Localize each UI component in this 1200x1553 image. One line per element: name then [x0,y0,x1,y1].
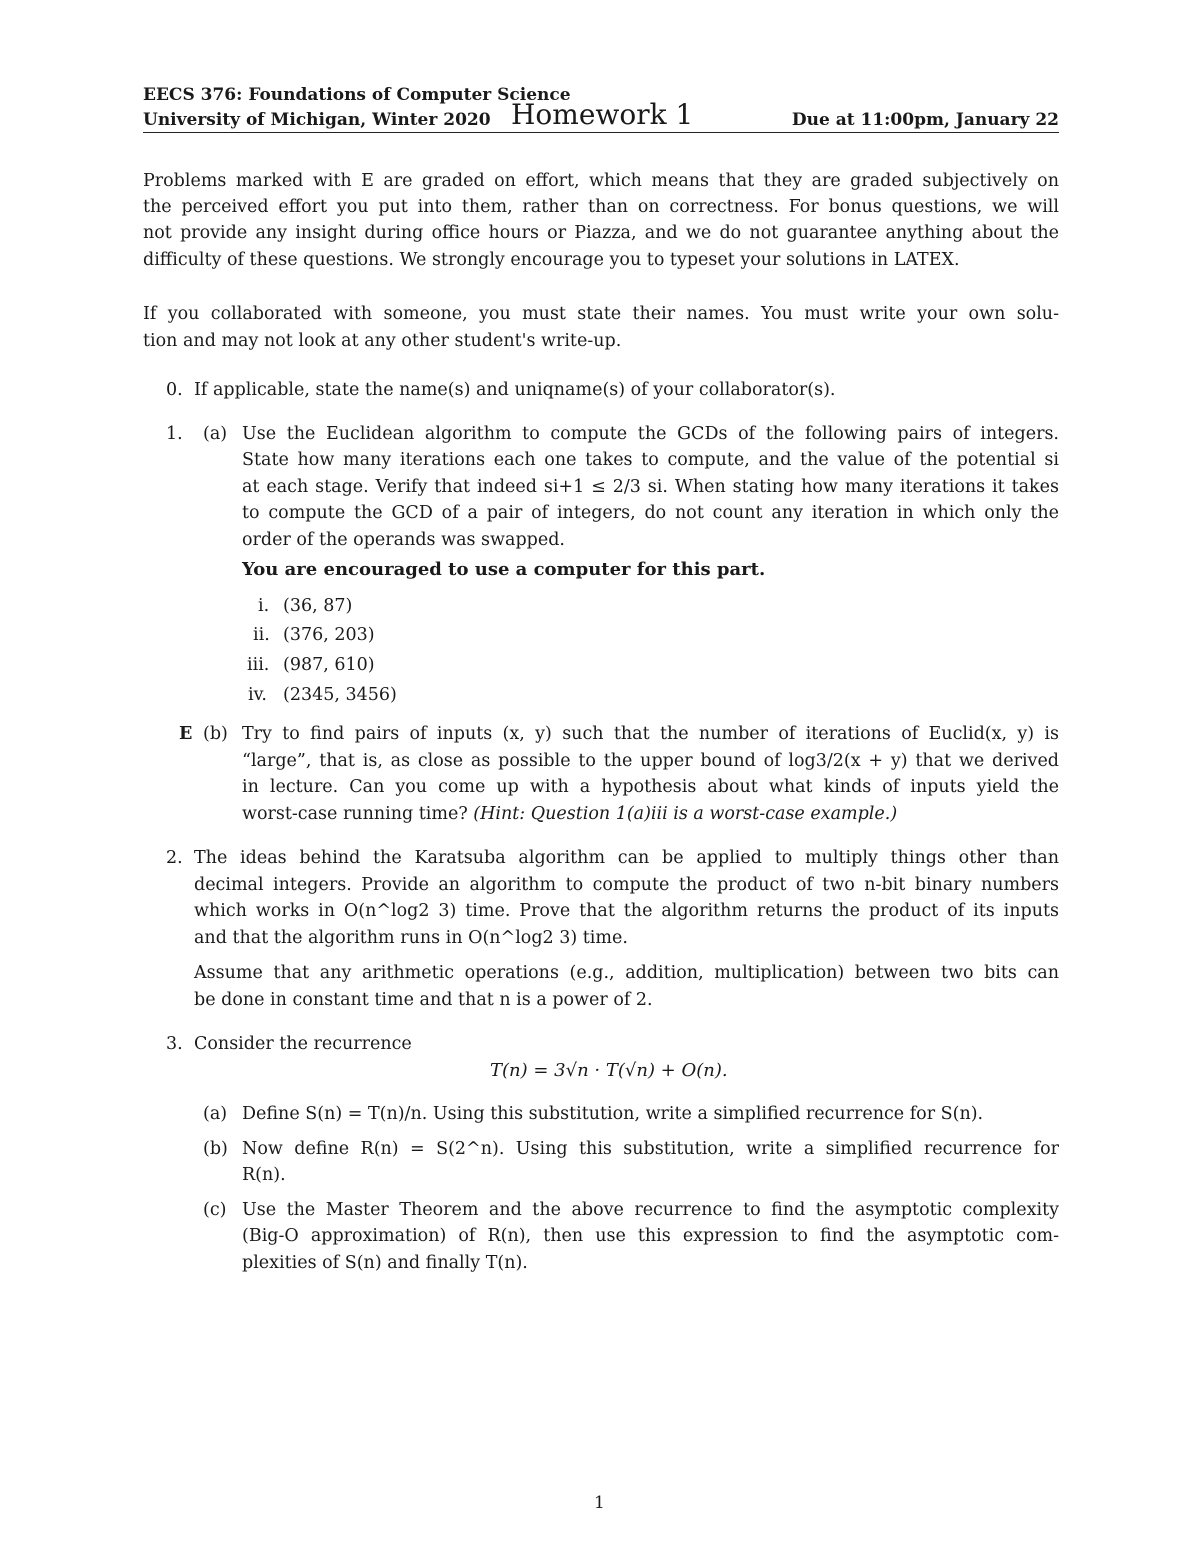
question-text: to compute the GCD of a pair of integers, do not count any iteration in which only the [242,503,1059,523]
question-text: “large”, that is, as close as possible to the upper bound of log3/2(x + y) that we derived [242,751,1059,771]
header-rule [143,132,1059,133]
university-term: University of Michigan, Winter 2020 [143,110,491,130]
computer-note: You are encouraged to use a computer for this part. [242,559,766,580]
question-text: Now define R(n) = S(2^n). Using this substitution, write a simplified recurrence for [242,1139,1059,1159]
pair-label: iii. [247,655,270,675]
question-number: 3. [166,1034,183,1054]
intro-line: not provide any insight during office hours or Piazza, and we do not guarantee anything about the [143,223,1059,243]
question-text: State how many iterations each one takes to compute, and the value of the potential si [242,450,1059,470]
recurrence-equation: T(n) = 3√n · T(√n) + O(n). [490,1060,728,1081]
pair-value: (987, 610) [283,655,375,675]
part-label: (b) [203,1139,228,1159]
question-text: If applicable, state the name(s) and uniqname(s) of your collaborator(s). [194,380,836,400]
intro-line: difficulty of these questions. We strongly encourage you to typeset your solutions in LATEX. [143,250,960,270]
part-label: (a) [203,1104,228,1124]
effort-marker: E [179,724,193,744]
question-text: (Big-O approximation) of R(n), then use this expression to find the asymptotic com- [242,1226,1059,1246]
part-label: (b) [203,724,228,744]
page-header [143,84,1059,136]
pair-label: ii. [253,625,270,645]
question-text [242,801,897,828]
question-text: at each stage. Verify that indeed si+1 ≤ 2/3 si. When stating how many iterations it takes [242,477,1059,497]
part-label: (c) [203,1200,227,1220]
question-text: which works in O(n^log2 3) time. Prove that the algorithm returns the product of its inputs [194,901,1059,921]
question-text: be done in constant time and that n is a power of 2. [194,990,653,1010]
pair-label: iv. [248,685,267,705]
question-text: The ideas behind the Karatsuba algorithm can be applied to multiply things other than [194,848,1059,868]
intro-line: tion and may not look at any other student's write-up. [143,331,622,351]
course-title: EECS 376: Foundations of Computer Science [143,85,571,105]
question-text: R(n). [242,1165,286,1185]
page-number: 1 [594,1493,605,1513]
pair-value: (2345, 3456) [283,685,397,705]
due-date: Due at 11:00pm, January 22 [791,110,1059,130]
intro-line: the perceived effort you put into them, rather than on correctness. For bonus questions, we will [143,197,1059,217]
question-text: Consider the recurrence [194,1034,412,1054]
pair-value: (36, 87) [283,596,353,616]
question-text: Use the Master Theorem and the above recurrence to find the asymptotic complexity [242,1200,1059,1220]
question-text: decimal integers. Provide an algorithm to compute the product of two n-bit binary numbers [194,875,1059,895]
question-number: 0. [166,380,183,400]
question-text-part: worst-case running time? [242,804,468,824]
intro-line: If you collaborated with someone, you must state their names. You must write your own solu- [143,304,1059,324]
pair-value: (376, 203) [283,625,375,645]
pair-label: i. [258,596,270,616]
question-text: in lecture. Can you come up with a hypothesis about what kinds of inputs yield the [242,777,1059,797]
question-text: and that the algorithm runs in O(n^log2 3) time. [194,928,628,948]
hint-text: (Hint: Question 1(a)iii is a worst-case example.) [473,804,898,824]
intro-line: Problems marked with E are graded on effort, which means that they are graded subjectively on [143,171,1059,191]
question-text: Define S(n) = T(n)/n. Using this substitution, write a simplified recurrence for S(n). [242,1104,984,1124]
question-text: order of the operands was swapped. [242,530,565,550]
question-text: Try to find pairs of inputs (x, y) such that the number of iterations of Euclid(x, y) is [242,724,1059,744]
question-text: Use the Euclidean algorithm to compute the GCDs of the following pairs of integers. [242,424,1059,444]
question-text: plexities of S(n) and finally T(n). [242,1253,528,1273]
question-number: 1. [166,424,183,444]
homework-title: Homework 1 [511,98,694,131]
question-number: 2. [166,848,183,868]
question-text: Assume that any arithmetic operations (e.g., addition, multiplication) between two bits can [194,963,1059,983]
part-label: (a) [203,424,228,444]
